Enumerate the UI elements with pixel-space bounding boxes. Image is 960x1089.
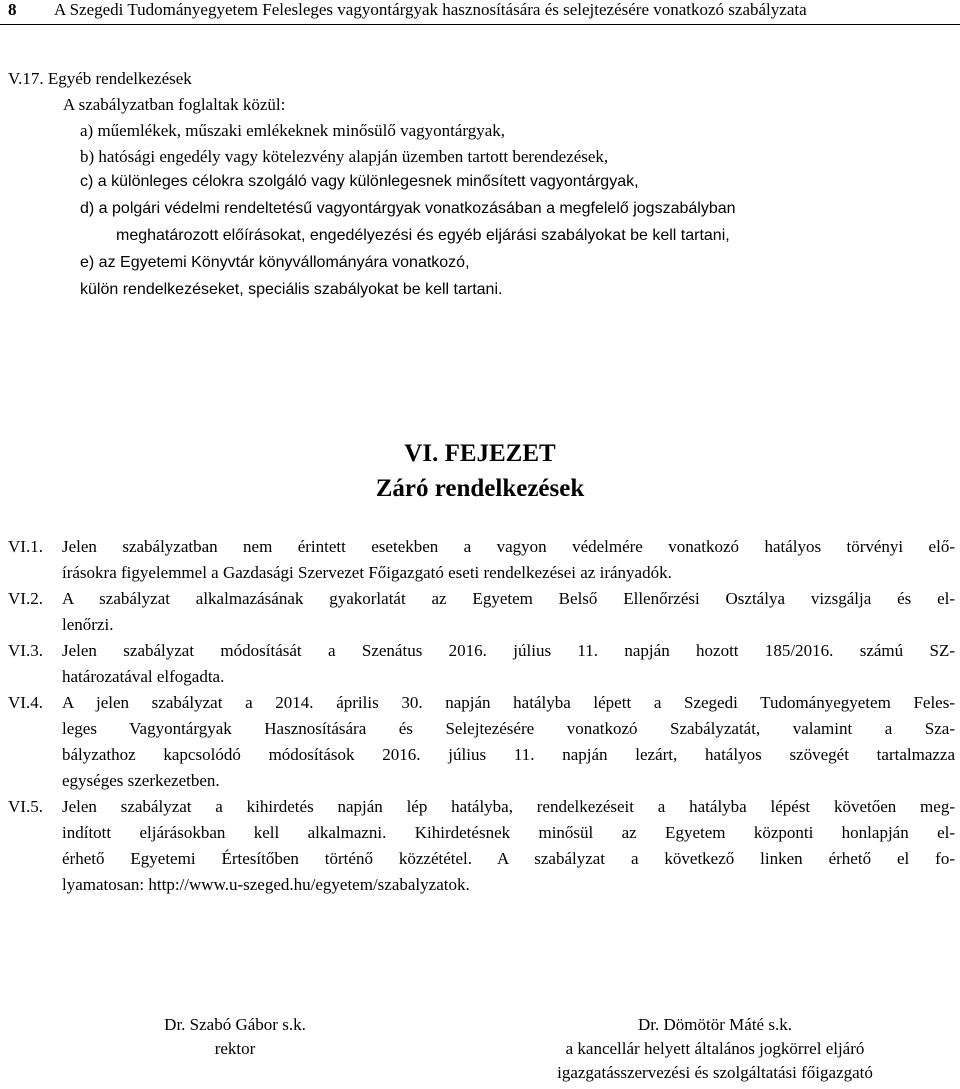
provision-text-line: lenőrzi. xyxy=(62,615,114,634)
provision-text-line: leges Vagyontárgyak Hasznosítására és Selejtezésére vonatkozó Szabályzatát, valamint a Sza- xyxy=(62,719,955,738)
list-item-d: d) a polgári védelmi rendeltetésű vagyontárgyak vonatkozásában a megfelelő jogszabályban xyxy=(80,200,736,217)
provision-text-line: Jelen szabályzatban nem érintett esetekben a vagyon védelmére vonatkozó hatályos törvényi elő- xyxy=(62,537,955,556)
provision-text-line: Jelen szabályzat módosítását a Szenátus 2016. július 11. napján hozott 185/2016. számú SZ- xyxy=(62,641,955,660)
section-heading: V.17. Egyéb rendelkezések xyxy=(8,69,192,88)
section-intro: A szabályzatban foglaltak közül: xyxy=(63,95,286,114)
provision-text-line: lyamatosan: http://www.u-szeged.hu/egyetem/szabalyzatok. xyxy=(62,875,470,894)
page-number: 8 xyxy=(8,0,17,19)
signature-left xyxy=(110,1013,360,1061)
provision-text-line: bályzathoz kapcsolódó módosítások 2016. július 11. napján lezárt, hatályos szövegét tartalmazza xyxy=(62,745,955,764)
provision-label: VI.4. xyxy=(8,693,43,712)
running-title: A Szegedi Tudományegyetem Felesleges vagyontárgyak hasznosítására és selejtezésére vonatkozó szabályzata xyxy=(54,0,807,19)
signatory-role-continuation: igazgatásszervezési és szolgáltatási főigazgató xyxy=(557,1063,873,1082)
signatory-name: Dr. Dömötör Máté s.k. xyxy=(638,1015,792,1034)
signatory-role: rektor xyxy=(214,1039,256,1058)
chapter-number: VI. FEJEZET xyxy=(404,440,556,467)
page-header xyxy=(0,0,960,28)
provision-text-line: egységes szerkezetben. xyxy=(62,771,220,790)
list-item-d-continuation: meghatározott előírásokat, engedélyezési és egyéb eljárási szabályokat be kell tartani, xyxy=(116,227,730,244)
provision-text-line: A szabályzat alkalmazásának gyakorlatát az Egyetem Belső Ellenőrzési Osztálya vizsgálja és el- xyxy=(62,589,955,608)
provision-text-line: A jelen szabályzat a 2014. április 30. napján hatályba lépett a Szegedi Tudományegyetem Feles- xyxy=(62,693,955,712)
list-item-b: b) hatósági engedély vagy kötelezvény alapján üzemben tartott berendezések, xyxy=(80,147,609,166)
provision-label: VI.2. xyxy=(8,589,43,608)
provision-text-line: Jelen szabályzat a kihirdetés napján lép hatályba, rendelkezéseit a hatályba lépést követően meg- xyxy=(62,797,955,816)
list-item-e: e) az Egyetemi Könyvtár könyvállományára vonatkozó, xyxy=(80,254,470,271)
provision-label: VI.5. xyxy=(8,797,43,816)
provision-text-line: határozatával elfogadta. xyxy=(62,667,225,686)
list-item-c: c) a különleges célokra szolgáló vagy különlegesnek minősített vagyontárgyak, xyxy=(80,173,639,190)
provision-text-line: írásokra figyelemmel a Gazdasági Szervezet Főigazgató eseti rendelkezései az irányadók. xyxy=(62,563,672,582)
provision-text-line: indított eljárásokban kell alkalmazni. Kihirdetésnek minősül az Egyetem központi honlapján el- xyxy=(62,823,955,842)
signatory-name: Dr. Szabó Gábor s.k. xyxy=(164,1015,306,1034)
provision-text-line: érhető Egyetemi Értesítőben történő közzététel. A szabályzat a következő linken érhető el fo- xyxy=(62,849,955,868)
header-rule xyxy=(0,24,960,25)
chapter-title: Záró rendelkezések xyxy=(375,475,585,502)
signature-right xyxy=(495,1013,935,1085)
signatory-role: a kancellár helyett általános jogkörrel eljáró xyxy=(565,1039,865,1058)
list-closing-clause: külön rendelkezéseket, speciális szabályokat be kell tartani. xyxy=(80,281,503,298)
provision-label: VI.3. xyxy=(8,641,43,660)
provision-label: VI.1. xyxy=(8,537,43,556)
list-item-a: a) műemlékek, műszaki emlékeknek minősülő vagyontárgyak, xyxy=(80,121,506,140)
